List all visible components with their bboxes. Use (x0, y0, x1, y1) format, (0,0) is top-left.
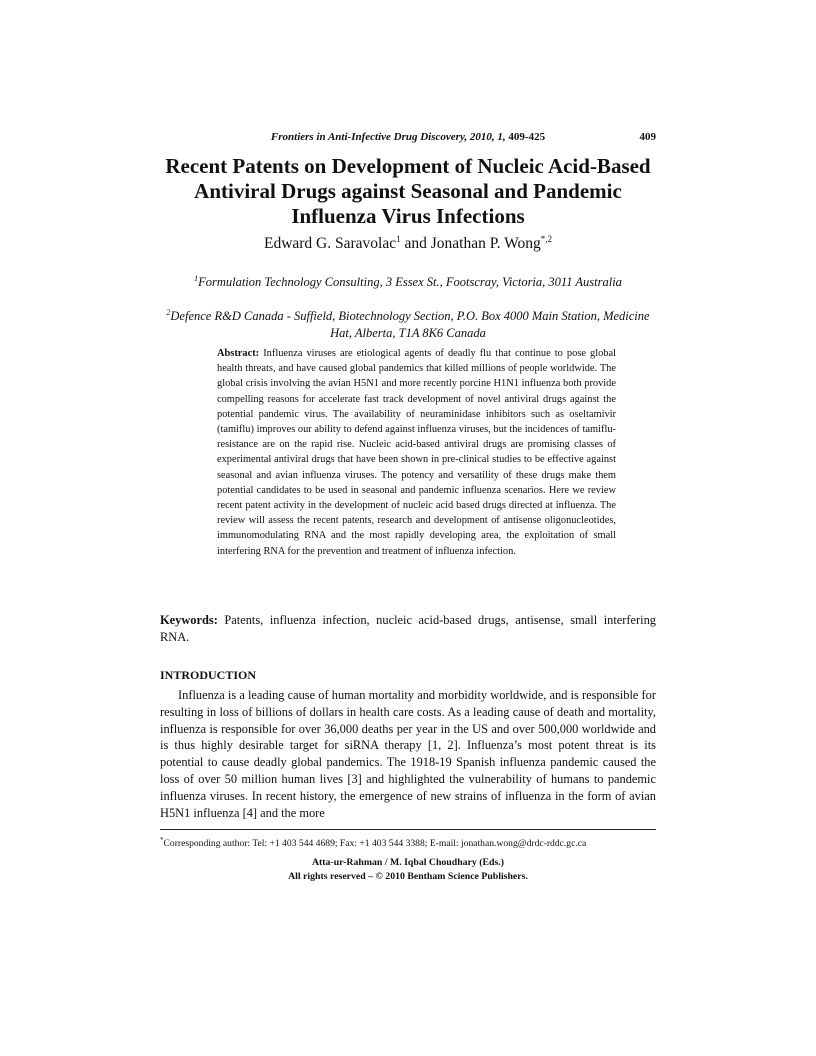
title-line-1: Recent Patents on Development of Nucleic Acid-Based (165, 154, 651, 178)
abstract-label: Abstract: (217, 348, 260, 359)
title-line-3: Influenza Virus Infections (291, 204, 525, 228)
affiliation-2-text: Defence R&D Canada - Suffield, Biotechnology Section, P.O. Box 4000 Main Station, Medicine Hat, Alberta, T1A 8K6 Canada (170, 309, 650, 341)
author-1: Edward G. Saravolac (263, 235, 397, 253)
abstract (217, 346, 616, 559)
affiliation-1 (160, 270, 656, 291)
introduction-paragraph: Influenza is a leading cause of human mortality and morbidity worldwide, and is responsible for resulting in loss of billions of dollars in health care costs. As a leading cause of death and mortality, influenza is responsible for over 36,000 deaths per year in the US and over 500,000 worldwide and is thus highly desirable target for siRNA therapy [1, 2]. Influenza’s most potent threat is its potential to cause deadly global pandemics. The 1918-19 Spanish influenza pandemic caused the loss of over 50 million human lives [3] and highlighted the vulnerability of humans to pandemic influenza viruses. In recent history, the emergence of new strains of influenza in the form of avian H5N1 influenza [4] and the more (160, 688, 656, 820)
affiliation-2 (160, 304, 656, 342)
journal-year: 2010, (469, 131, 495, 143)
journal-pages: 409-425 (508, 131, 546, 143)
running-head (160, 131, 656, 143)
journal-name: Frontiers in Anti-Infective Drug Discovery, (270, 131, 468, 143)
keywords (160, 612, 656, 646)
author-2-affiliation-mark: *,2 (540, 234, 552, 244)
author-2: Jonathan P. Wong (430, 235, 541, 253)
title-line-2: Antiviral Drugs against Seasonal and Pandemic (194, 179, 622, 203)
corresponding-author-footnote (160, 836, 656, 849)
editors-line: Atta-ur-Rahman / M. Iqbal Choudhary (Eds.) (311, 857, 505, 868)
footnote-text: Corresponding author: Tel: +1 403 544 4689; Fax: +1 403 544 3388; E-mail: jonathan.wong@drdc-rddc.gc.ca (163, 838, 587, 850)
author-1-affiliation-mark: 1 (396, 234, 401, 244)
section-heading-introduction: INTRODUCTION (160, 668, 257, 682)
affiliation-1-text: Formulation Technology Consulting, 3 Essex St., Footscray, Victoria, 3011 Australia (198, 275, 622, 290)
abstract-text: Influenza viruses are etiological agents of deadly flu that continue to pose global health threats, and have caused global pandemics that killed millions of people worldwide. The global crisis involving the avian H5N1 and more recently porcine H1N1 influenza both provide compelling reasons for accelerate fast track development of novel antiviral drugs against the potential pandemic virus. The availability of neuraminidase inhibitors such as oseltamivir (tamiflu) improves our ability to defend against influenza viruses, but the incidences of tamiflu-resistance are on the rapid rise. Nucleic acid-based antiviral drugs are promising classes of experimental antiviral drugs that have been shown in pre-clinical studies to be effective against seasonal and avian influenza viruses. The potency and versatility of these drugs make them potential candidates to be used in seasonal and pandemic influenza scenarios. Here we review recent patent activity in the development of nucleic acid based drugs directed at influenza. The review will assess the recent patents, research and development of antisense oligonucleotides, immunomodulating RNA and the most rapidly developing area, the exploitation of small interfering RNA for the prevention and treatment of influenza infection. (217, 348, 616, 557)
paper-title (150, 154, 666, 229)
footnote-mark: * (160, 836, 164, 844)
affiliation-2-mark: 2 (166, 308, 171, 317)
keywords-label: Keywords: (160, 613, 218, 627)
keywords-text: Patents, influenza infection, nucleic acid-based drugs, antisense, small interfering RNA. (160, 613, 656, 644)
affiliation-1-mark: 1 (194, 274, 199, 283)
journal-volume: 1, (497, 131, 506, 143)
editors-credit (160, 856, 656, 884)
author-connector: and (400, 235, 431, 253)
copyright-line: All rights reserved – © 2010 Bentham Science Publishers. (288, 871, 528, 882)
page-number: 409 (639, 131, 656, 143)
footnote-divider (160, 829, 656, 830)
author-list (160, 234, 656, 253)
